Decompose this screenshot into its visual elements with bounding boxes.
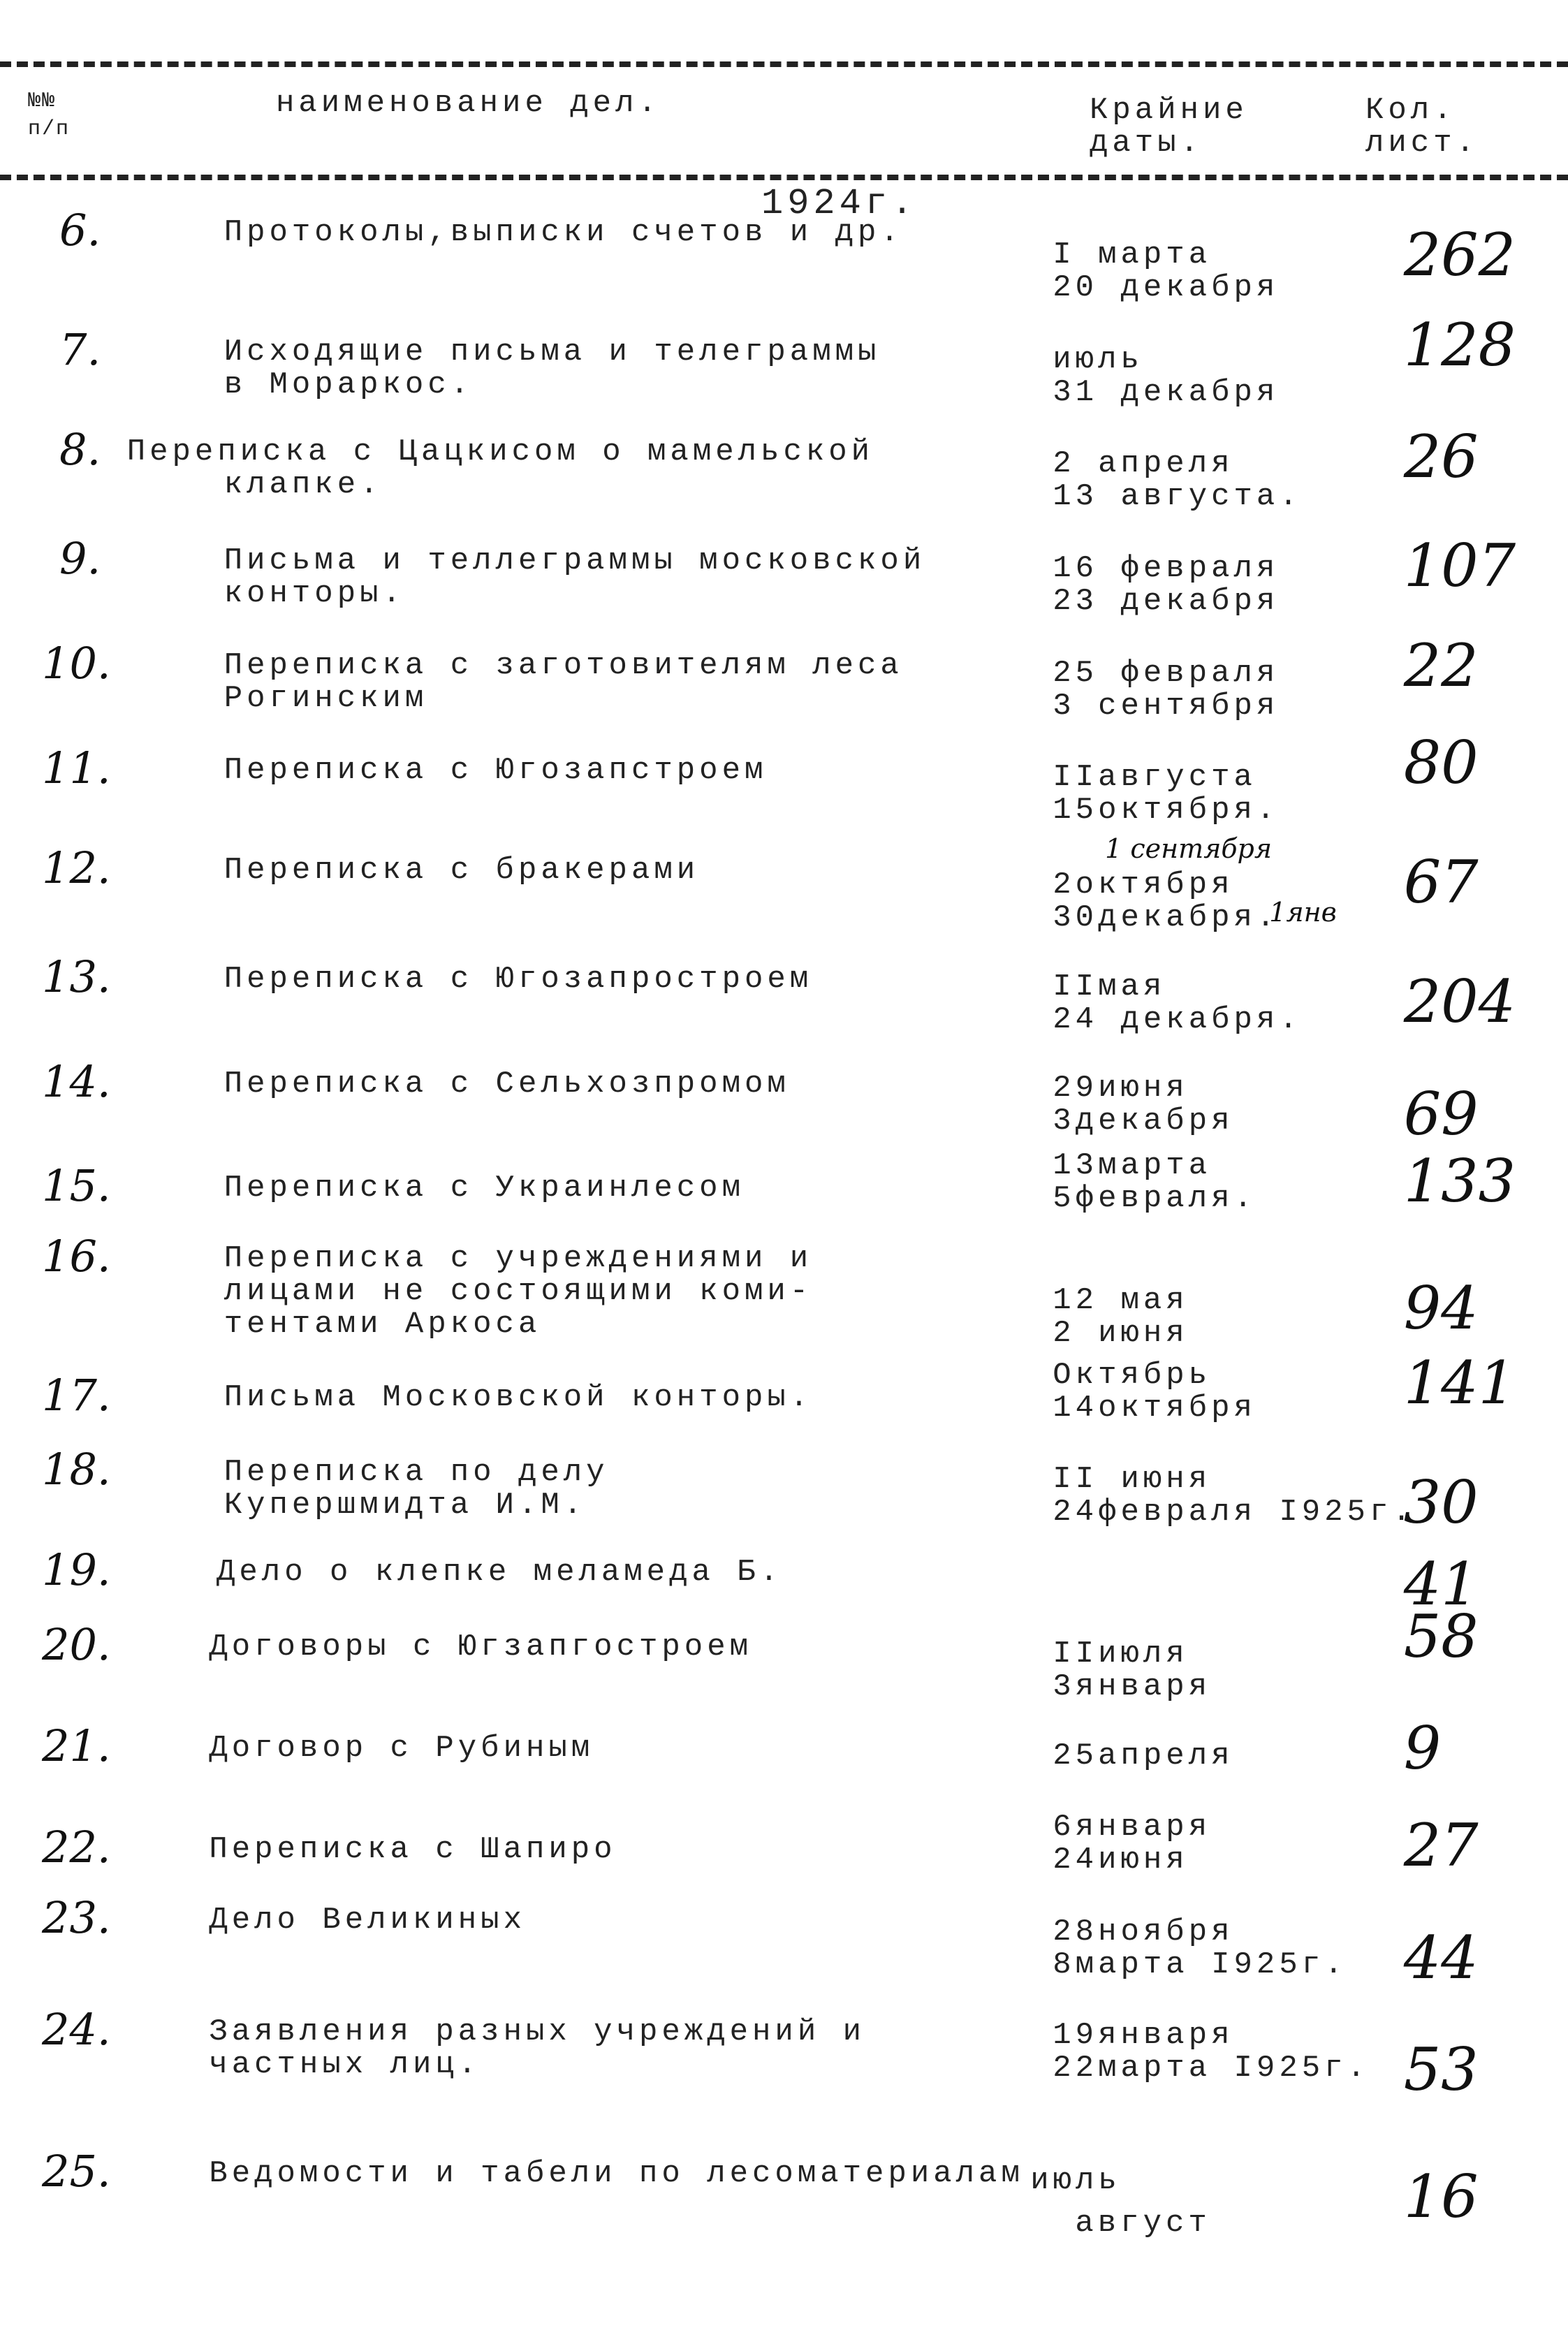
row-title-line: Письма и теллеграммы московской: [224, 543, 926, 579]
row-date-line: 31 декабря: [1053, 374, 1280, 410]
count-label-line: лист.: [1365, 126, 1479, 161]
sheet-count: 41: [1403, 1550, 1479, 1619]
row-date-line: 25апреля: [1053, 1738, 1234, 1773]
row-date-line: 5февраля.: [1053, 1181, 1256, 1217]
row-number: 13.: [42, 951, 111, 1002]
row-title-line: Переписка с Югозапстроем: [224, 752, 768, 788]
row-title-line: Рогинским: [224, 681, 428, 717]
sheet-count: 204: [1403, 967, 1516, 1037]
row-date-line: 29июня: [1053, 1071, 1189, 1106]
row-number: 11.: [42, 742, 111, 793]
row-date-line: 24февраля I925г.: [1053, 1495, 1415, 1530]
row-title-line: Исходящие письма и телеграммы: [224, 335, 881, 370]
row-date-line: I марта: [1053, 237, 1212, 273]
row-number: 9.: [59, 533, 101, 585]
row-number: 23.: [42, 1891, 111, 1943]
count-label-line: Кол.: [1365, 93, 1456, 128]
row-title-line: в Мораркос.: [224, 367, 474, 403]
header-top-rule: [0, 61, 1568, 67]
row-title-line: Протоколы,выписки счетов и др.: [224, 215, 903, 250]
row-title-line: Дело о клепке меламеда Б.: [217, 1554, 783, 1590]
row-title-line: Переписка с Цацкисом о мамельской: [126, 434, 874, 470]
sheet-count: 107: [1403, 532, 1516, 601]
row-number: 8.: [59, 424, 101, 476]
dates-label-line: Крайние: [1090, 93, 1248, 128]
row-date-line: август: [1075, 2205, 1211, 2241]
sheet-count: 133: [1403, 1146, 1516, 1215]
sheet-count: 67: [1403, 848, 1479, 917]
row-number: 18.: [42, 1444, 111, 1495]
row-title-line: Дело Великиных: [209, 1902, 526, 1938]
handwritten-date-note: 1 сентября: [1105, 833, 1273, 864]
row-date-line: 13марта: [1053, 1148, 1212, 1184]
row-number: 14.: [42, 1055, 111, 1107]
row-title-line: Ведомости и табели по лесоматериалам: [209, 2156, 1024, 2192]
sheet-count: 58: [1403, 1602, 1479, 1671]
row-title-line: Переписка с бракерами: [224, 852, 700, 888]
row-number: 25.: [42, 2146, 111, 2197]
row-number: 20.: [42, 1618, 111, 1670]
row-date-line: 23 декабря: [1053, 584, 1280, 620]
row-number: 21.: [42, 1720, 111, 1771]
row-title-line: частных лиц.: [209, 2047, 481, 2083]
row-date-line: 2 апреля: [1053, 446, 1234, 482]
sheet-count: 262: [1403, 221, 1516, 290]
row-date-line: IIиюля: [1053, 1637, 1189, 1672]
row-date-line: 20 декабря: [1053, 270, 1280, 306]
sheet-count: 44: [1403, 1923, 1479, 1992]
row-title-line: Переписка с Сельхозпромом: [224, 1066, 790, 1102]
sheet-count: 22: [1403, 631, 1479, 701]
row-date-line: 24июня: [1053, 1843, 1189, 1878]
sheet-count: 69: [1403, 1079, 1479, 1148]
row-title-line: тентами Аркоса: [224, 1306, 541, 1342]
handwritten-date-note: 1янв: [1269, 897, 1337, 928]
row-title-line: Переписка с Югозапростроем: [224, 962, 813, 997]
row-title-line: Переписка с заготовителям леса: [224, 648, 903, 684]
sheet-count: 141: [1403, 1348, 1516, 1417]
row-title-line: Письма Московской конторы.: [224, 1379, 813, 1415]
row-date-line: 16 февраля: [1053, 551, 1280, 587]
row-number: 10.: [42, 637, 111, 689]
row-number: 16.: [42, 1230, 111, 1282]
row-title-line: Переписка с Украинлесом: [224, 1171, 745, 1206]
sheet-count: 80: [1403, 729, 1479, 798]
sheet-count: 27: [1403, 1811, 1479, 1880]
row-number: 24.: [42, 2004, 111, 2056]
row-date-line: 24 декабря.: [1053, 1002, 1302, 1037]
dates-label-line: даты.: [1090, 126, 1203, 161]
row-date-line: 3декабря: [1053, 1104, 1234, 1139]
row-title-line: Договор с Рубиным: [209, 1731, 594, 1766]
row-date-line: 13 августа.: [1053, 479, 1302, 515]
header-dates-label: [1090, 94, 1248, 160]
row-date-line: 22марта I925г.: [1053, 2050, 1370, 2086]
row-date-line: II июня: [1053, 1462, 1212, 1498]
num-label-line: №№: [28, 89, 57, 113]
sheet-count: 53: [1403, 2035, 1479, 2105]
year-heading: 1924г.: [761, 183, 918, 224]
row-title-line: Заявления разных учреждений и: [209, 2014, 866, 2050]
header-count-label: [1365, 94, 1479, 160]
header-num-label: [28, 87, 70, 143]
row-date-line: 15октября.: [1053, 793, 1280, 828]
row-title-line: Купершмидта И.М.: [224, 1487, 587, 1523]
row-date-line: июль: [1030, 2163, 1121, 2199]
row-title-line: Переписка с Шапиро: [209, 1832, 617, 1868]
row-number: 19.: [42, 1544, 111, 1595]
header-name-label: наименование дел.: [276, 86, 661, 121]
row-number: 15.: [42, 1160, 111, 1212]
row-number: 12.: [42, 842, 111, 893]
sheet-count: 128: [1403, 310, 1516, 379]
row-date-line: 6января: [1053, 1810, 1212, 1845]
row-title-line: клапке.: [224, 467, 383, 503]
row-number: 7.: [59, 323, 101, 375]
row-date-line: 8марта I925г.: [1053, 1947, 1347, 1983]
row-title-line: Переписка с учреждениями и: [224, 1240, 813, 1276]
sheet-count: 26: [1403, 423, 1479, 492]
header-bottom-rule: [0, 175, 1568, 180]
row-date-line: 28ноября: [1053, 1915, 1234, 1950]
sheet-count: 94: [1403, 1273, 1479, 1342]
row-date-line: 3января: [1053, 1669, 1212, 1705]
row-title-line: конторы.: [224, 576, 405, 612]
row-date-line: 3 сентября: [1053, 688, 1280, 724]
row-date-line: 25 февраля: [1053, 655, 1280, 691]
row-date-line: 30декабря.: [1053, 900, 1280, 936]
sheet-count: 30: [1403, 1468, 1479, 1537]
row-date-line: 14октября: [1053, 1390, 1256, 1426]
row-number: 17.: [42, 1369, 111, 1421]
row-date-line: 12 мая: [1053, 1282, 1189, 1318]
sheet-count: 16: [1403, 2162, 1479, 2231]
row-date-line: IIавгуста: [1053, 760, 1256, 796]
row-date-line: 19января: [1053, 2017, 1234, 2053]
row-number: 6.: [59, 204, 101, 256]
sheet-count: 9: [1403, 1714, 1442, 1783]
row-date-line: 2октября: [1053, 868, 1234, 903]
num-label-line: п/п: [28, 117, 71, 141]
row-title-line: Договоры с Югзапгостроем: [209, 1629, 753, 1664]
row-date-line: 2 июня: [1053, 1315, 1189, 1351]
row-title-line: лицами не состоящими коми-: [224, 1273, 813, 1309]
row-title-line: Переписка по делу: [224, 1454, 609, 1490]
row-date-line: Октябрь: [1053, 1357, 1212, 1393]
row-date-line: июль: [1053, 342, 1143, 377]
row-date-line: IIмая: [1053, 969, 1166, 1004]
row-number: 22.: [42, 1822, 111, 1873]
